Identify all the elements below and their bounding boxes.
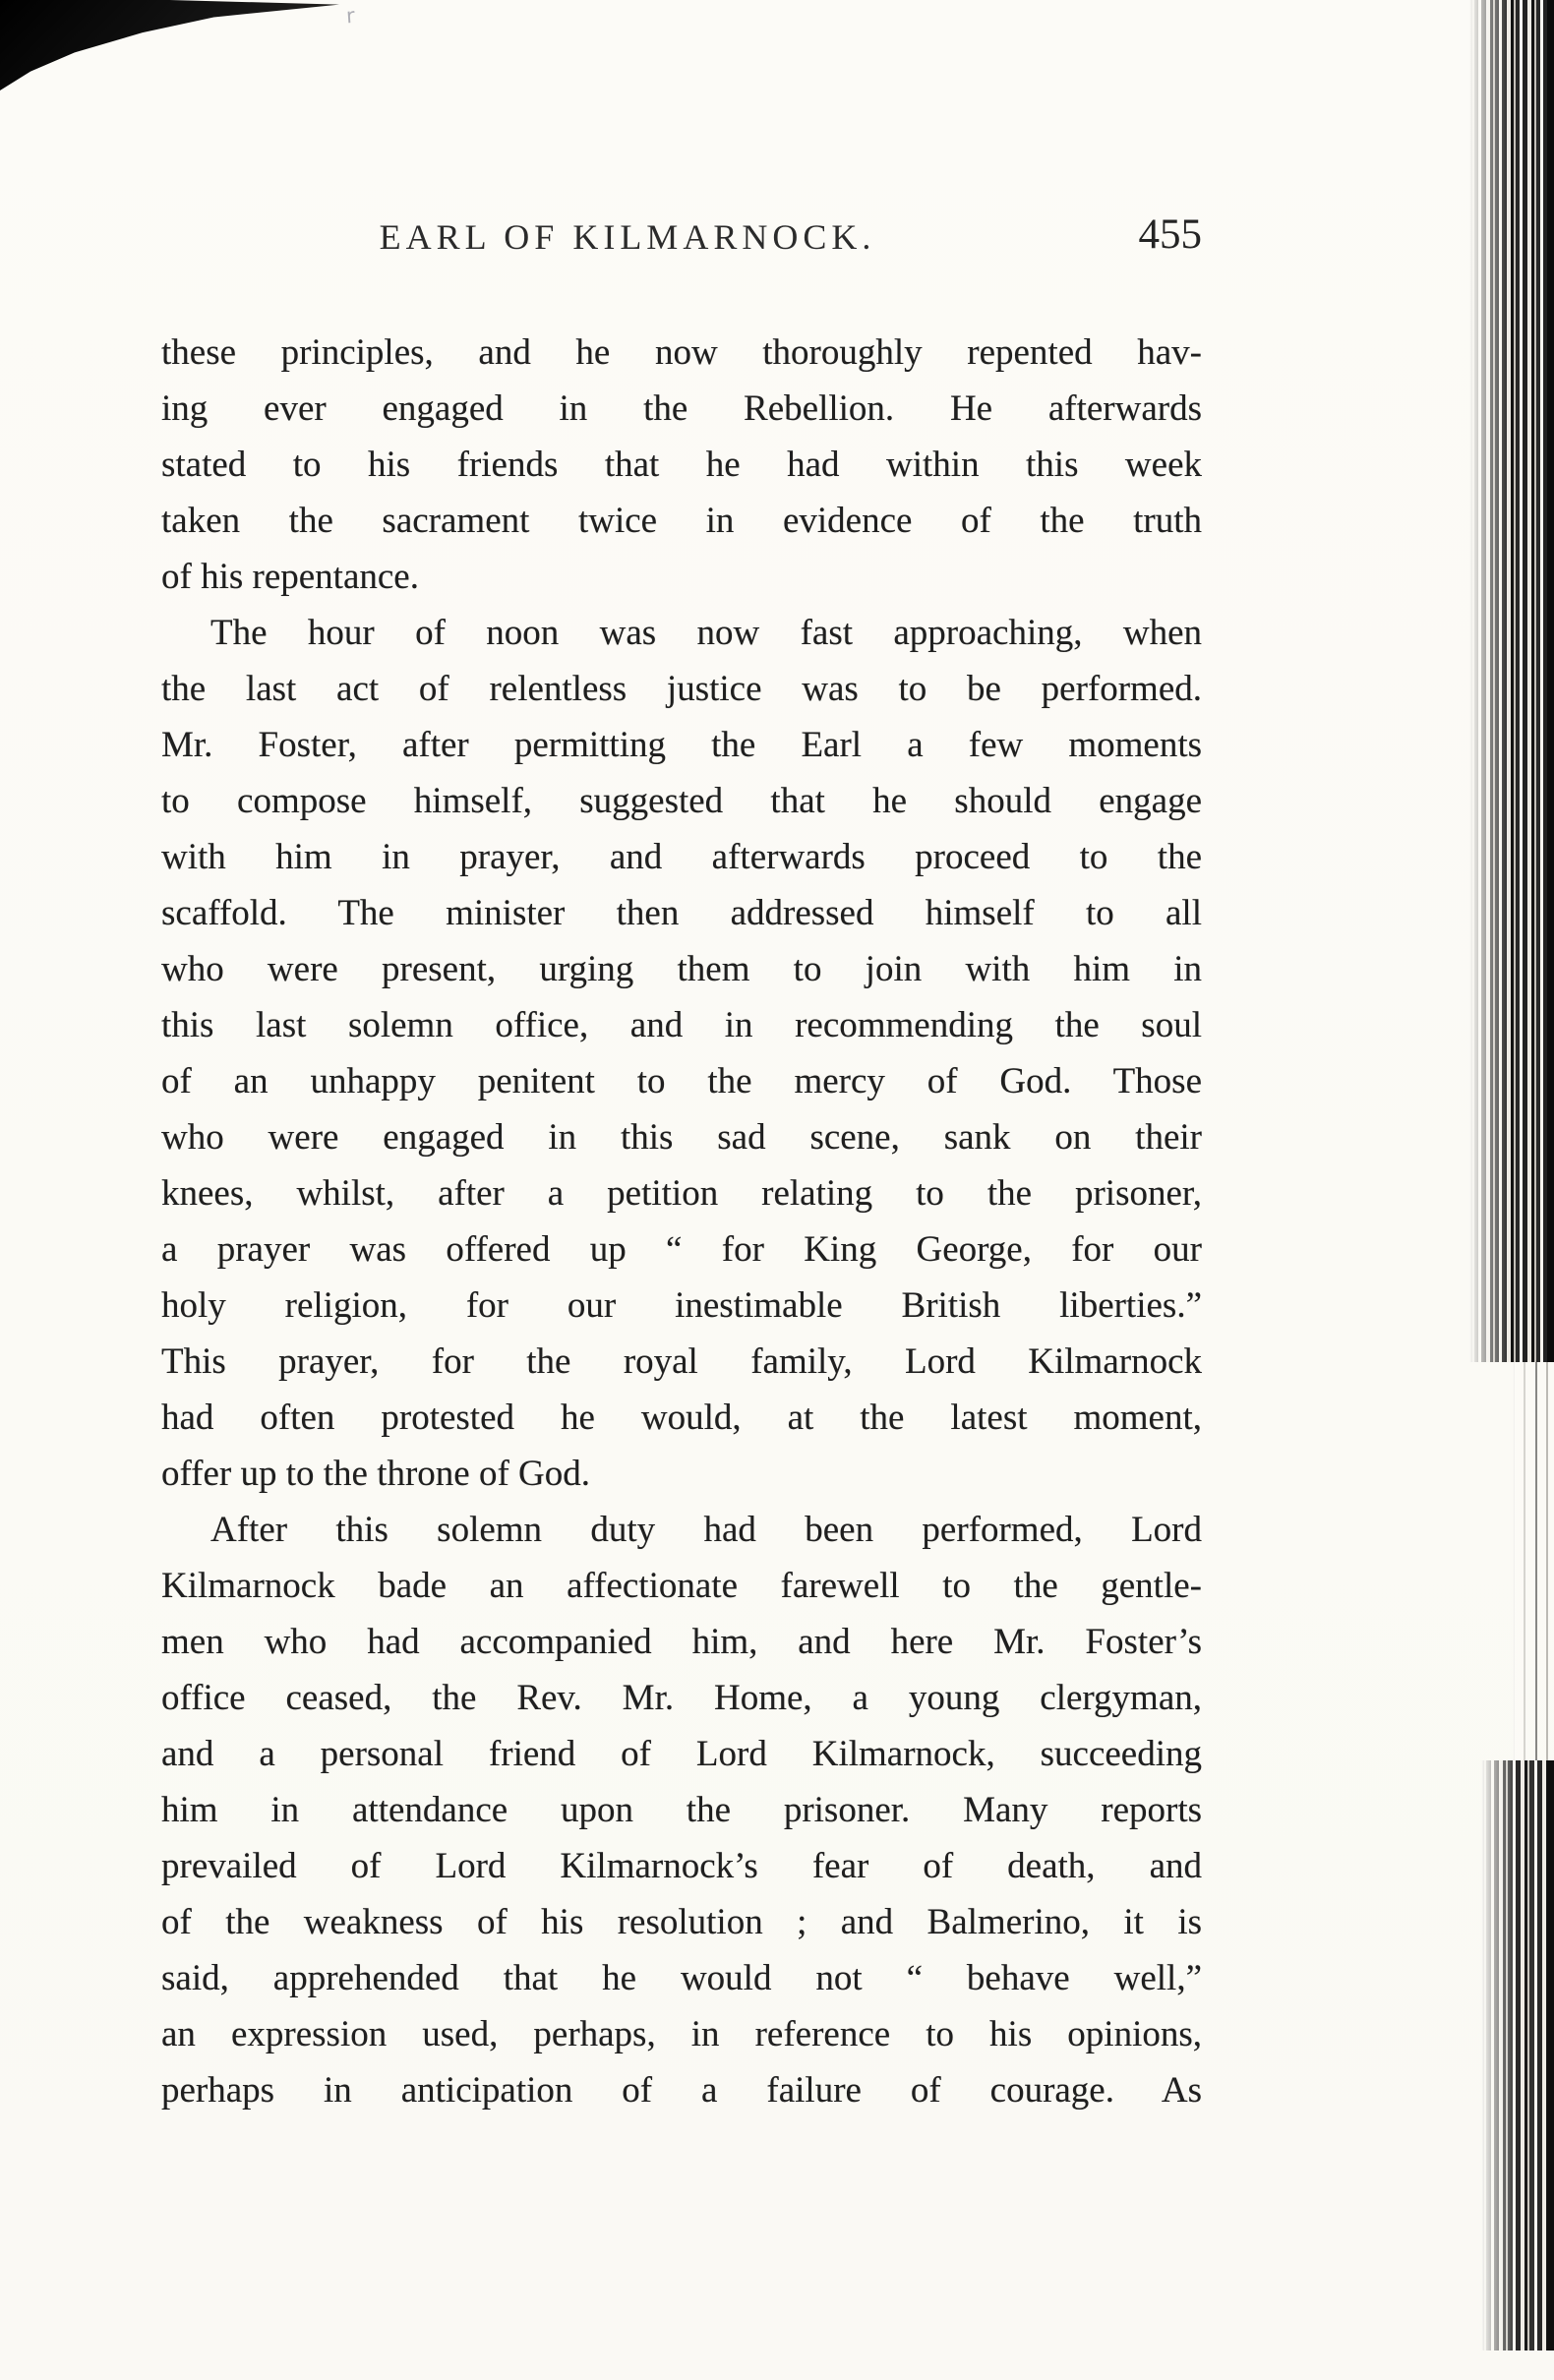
pencil-mark: r [345,3,358,29]
running-title: EARL OF KILMARNOCK. [379,217,876,257]
text-line: of his repentance. [161,557,419,597]
text-line: scaffold. The minister then addressed himself to all [161,893,1202,933]
text-line: who were present, urging them to join with him in [161,949,1202,989]
binding-streaks-top [1469,0,1554,1362]
text-line: ing ever engaged in the Rebellion. He afterwards [161,388,1202,429]
text-line: offer up to the throne of God. [161,1454,591,1494]
binding-streaks-bottom [1481,1760,1554,2350]
text-line: who were engaged in this sad scene, sank on their [161,1117,1202,1158]
paragraph [161,325,1202,605]
paragraph [161,1502,1202,2118]
text-line: perhaps in anticipation of a failure of courage. As [161,2070,1202,2111]
text-line: prevailed of Lord Kilmarnock’s fear of death, and [161,1846,1202,1886]
text-line: knees, whilst, after a petition relating to the prisoner, [161,1173,1202,1214]
text-line: with him in prayer, and afterwards proceed to the [161,837,1202,877]
page-number: 455 [1138,211,1202,258]
text-line: This prayer, for the royal family, Lord Kilmarnock [161,1341,1202,1382]
text-line: this last solemn office, and in recommending the soul [161,1005,1202,1045]
scan-corner-artifact [0,0,339,90]
text-line: to compose himself, suggested that he should engage [161,781,1202,821]
text-line: a prayer was offered up “ for King George, for our [161,1229,1202,1270]
text-line: Kilmarnock bade an affectionate farewell to the gentle- [161,1566,1202,1606]
page-content [161,211,1202,2118]
page-edge-dark-top [1547,0,1554,1362]
paragraph [161,605,1202,1502]
text-line: office ceased, the Rev. Mr. Home, a young clergyman, [161,1678,1202,1718]
text-line: and a personal friend of Lord Kilmarnock, succeeding [161,1734,1202,1774]
text-line: of an unhappy penitent to the mercy of God. Those [161,1061,1202,1101]
text-line: After this solemn duty had been performed, Lord [210,1510,1202,1550]
text-line: had often protested he would, at the latest moment, [161,1398,1202,1438]
text-line: holy religion, for our inestimable British liberties.” [161,1285,1202,1326]
text-line: these principles, and he now thoroughly repented hav- [161,332,1202,373]
text-line: of the weakness of his resolution ; and Balmerino, it is [161,1902,1202,1942]
text-line: an expression used, perhaps, in reference to his opinions, [161,2014,1202,2054]
page-header [161,211,1202,275]
text-line: the last act of relentless justice was to be performed. [161,669,1202,709]
text-line: him in attendance upon the prisoner. Many reports [161,1790,1202,1830]
text-line: stated to his friends that he had within this week [161,445,1202,485]
text-line: The hour of noon was now fast approaching, when [210,613,1202,653]
text-line: said, apprehended that he would not “ behave well,” [161,1958,1202,1998]
text-line: taken the sacrament twice in evidence of the truth [161,501,1202,541]
binding-streaks-middle [1513,1362,1554,1760]
text-line: Mr. Foster, after permitting the Earl a few moments [161,725,1202,765]
page-edge-dark-bottom [1547,1760,1554,2350]
page-body [161,325,1202,2118]
text-line: men who had accompanied him, and here Mr. Foster’s [161,1622,1202,1662]
binding-shadow [1436,0,1554,2380]
